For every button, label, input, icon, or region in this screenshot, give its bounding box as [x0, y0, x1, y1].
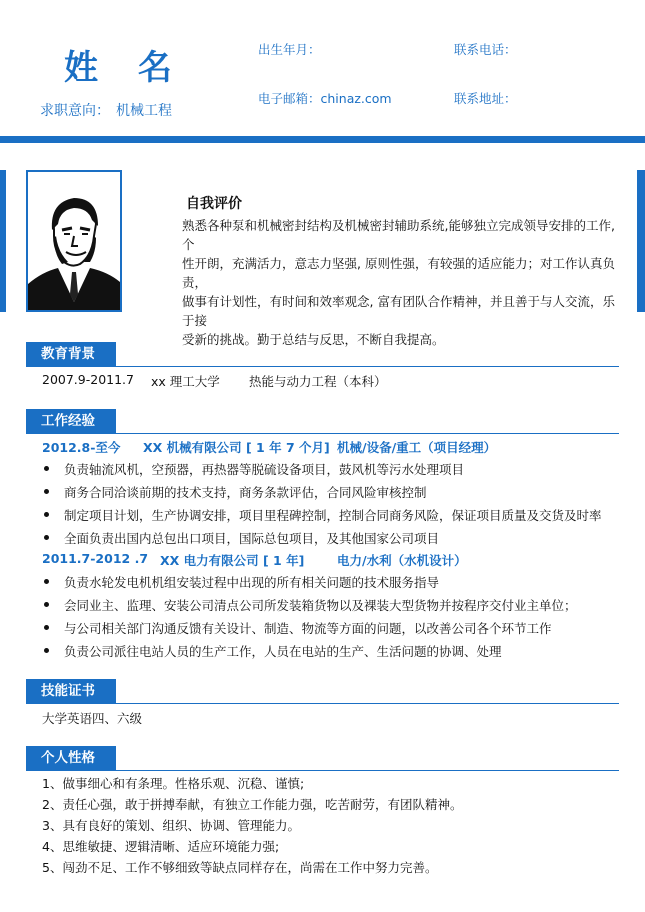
personality-section-title: 个人性格: [26, 746, 116, 770]
bullet-icon: [44, 602, 49, 607]
work-section-title: 工作经验: [26, 409, 116, 433]
phone-label: 联系电话：: [454, 42, 517, 57]
edu-major: 热能与动力工程（本科）: [249, 374, 387, 389]
bullet-icon: [44, 648, 49, 653]
self-eval-line: 熟悉各种泵和机械密封结构及机械密封辅助系统,能够独立完成领导安排的工作,个: [182, 218, 615, 252]
portrait-silhouette-icon: [28, 172, 120, 310]
work-divider: [26, 433, 619, 434]
job-duty: 会同业主、监理、安装公司清点公司所发装箱货物以及裸装大型货物并按程序交付业主单位；: [64, 598, 577, 613]
job-company: XX 电力有限公司 [ 1 年]: [160, 553, 305, 568]
profile-photo: [26, 170, 122, 312]
self-eval-text: [182, 216, 622, 349]
skills-text: 大学英语四、六级: [42, 711, 143, 726]
job-intent-value: 机械工程: [116, 103, 172, 119]
job-intent: [40, 100, 172, 120]
edu-period: 2007.9-2011.7: [42, 372, 134, 387]
job-duty: 商务合同洽谈前期的技术支持，商务条款评估，合同风险审核控制: [64, 485, 427, 500]
personality-item: 3、具有良好的策划、组织、协调、管理能力。: [42, 818, 300, 833]
candidate-name: 姓 名: [64, 48, 186, 88]
job-intent-label: 求职意向：: [40, 103, 110, 119]
job-position: 电力/水利（水机设计）: [337, 553, 467, 568]
job-duty: 与公司相关部门沟通反馈有关设计、制造、物流等方面的问题，以改善公司各个环节工作: [64, 621, 552, 636]
bullet-icon: [44, 579, 49, 584]
job-position: 机械/设备/重工（项目经理）: [337, 440, 497, 455]
job-period: 2011.7-2012 .7: [42, 551, 149, 566]
job-period: 2012.8-至今: [42, 440, 121, 455]
header-divider: [0, 136, 645, 143]
self-eval-line: 做事有计划性，有时间和效率观念, 富有团队合作精神，并且善于与人交流，乐于接: [182, 294, 615, 328]
job-duty: 制定项目计划，生产协调安排，项目里程碑控制，控制合同商务风险，保证项目质量及交货及时率: [64, 508, 602, 523]
skills-section-title: 技能证书: [26, 679, 116, 703]
personality-item: 4、思维敏捷、逻辑清晰、适应环境能力强;: [42, 839, 280, 854]
right-accent-bar: [637, 170, 645, 312]
self-eval-title: 自我评价: [186, 196, 242, 212]
edu-school: xx 理工大学: [151, 374, 220, 389]
bullet-icon: [44, 512, 49, 517]
self-eval-line: 受新的挑战。勤于总结与反思，不断自我提高。: [182, 332, 445, 347]
personality-item: 5、闯劲不足、工作不够细致等缺点同样存在，尚需在工作中努力完善。: [42, 860, 438, 875]
bullet-icon: [44, 625, 49, 630]
personality-item: 1、做事细心和有条理。性格乐观、沉稳、谨慎;: [42, 776, 305, 791]
bullet-icon: [44, 535, 49, 540]
self-eval-line: 性开朗，充满活力，意志力坚强, 原则性强，有较强的适应能力；对工作认真负责，: [182, 256, 615, 290]
skills-divider: [26, 703, 619, 704]
left-accent-bar: [0, 170, 6, 312]
job-duty: 全面负责出国内总包出口项目，国际总包项目，及其他国家公司项目: [64, 531, 440, 546]
job-duty: 负责轴流风机，空预器，再热器等脱硫设备项目，鼓风机等污水处理项目: [64, 462, 465, 477]
education-divider: [26, 366, 619, 367]
bullet-icon: [44, 466, 49, 471]
job-duty: 负责水轮发电机机组安装过程中出现的所有相关问题的技术服务指导: [64, 575, 440, 590]
address-label: 联系地址：: [454, 91, 517, 106]
job-company: XX 机械有限公司 [ 1 年 7 个月]: [143, 440, 330, 455]
personality-item: 2、责任心强，敢于拼搏奉献，有独立工作能力强，吃苦耐劳，有团队精神。: [42, 797, 463, 812]
education-section-title: 教育背景: [26, 342, 116, 366]
email-label: 电子邮箱：chinaz.com: [258, 91, 392, 106]
personality-divider: [26, 770, 619, 771]
birth-date-label: 出生年月：: [258, 42, 321, 57]
bullet-icon: [44, 489, 49, 494]
job-duty: 负责公司派往电站人员的生产工作，人员在电站的生产、生活问题的协调、处理: [64, 644, 502, 659]
